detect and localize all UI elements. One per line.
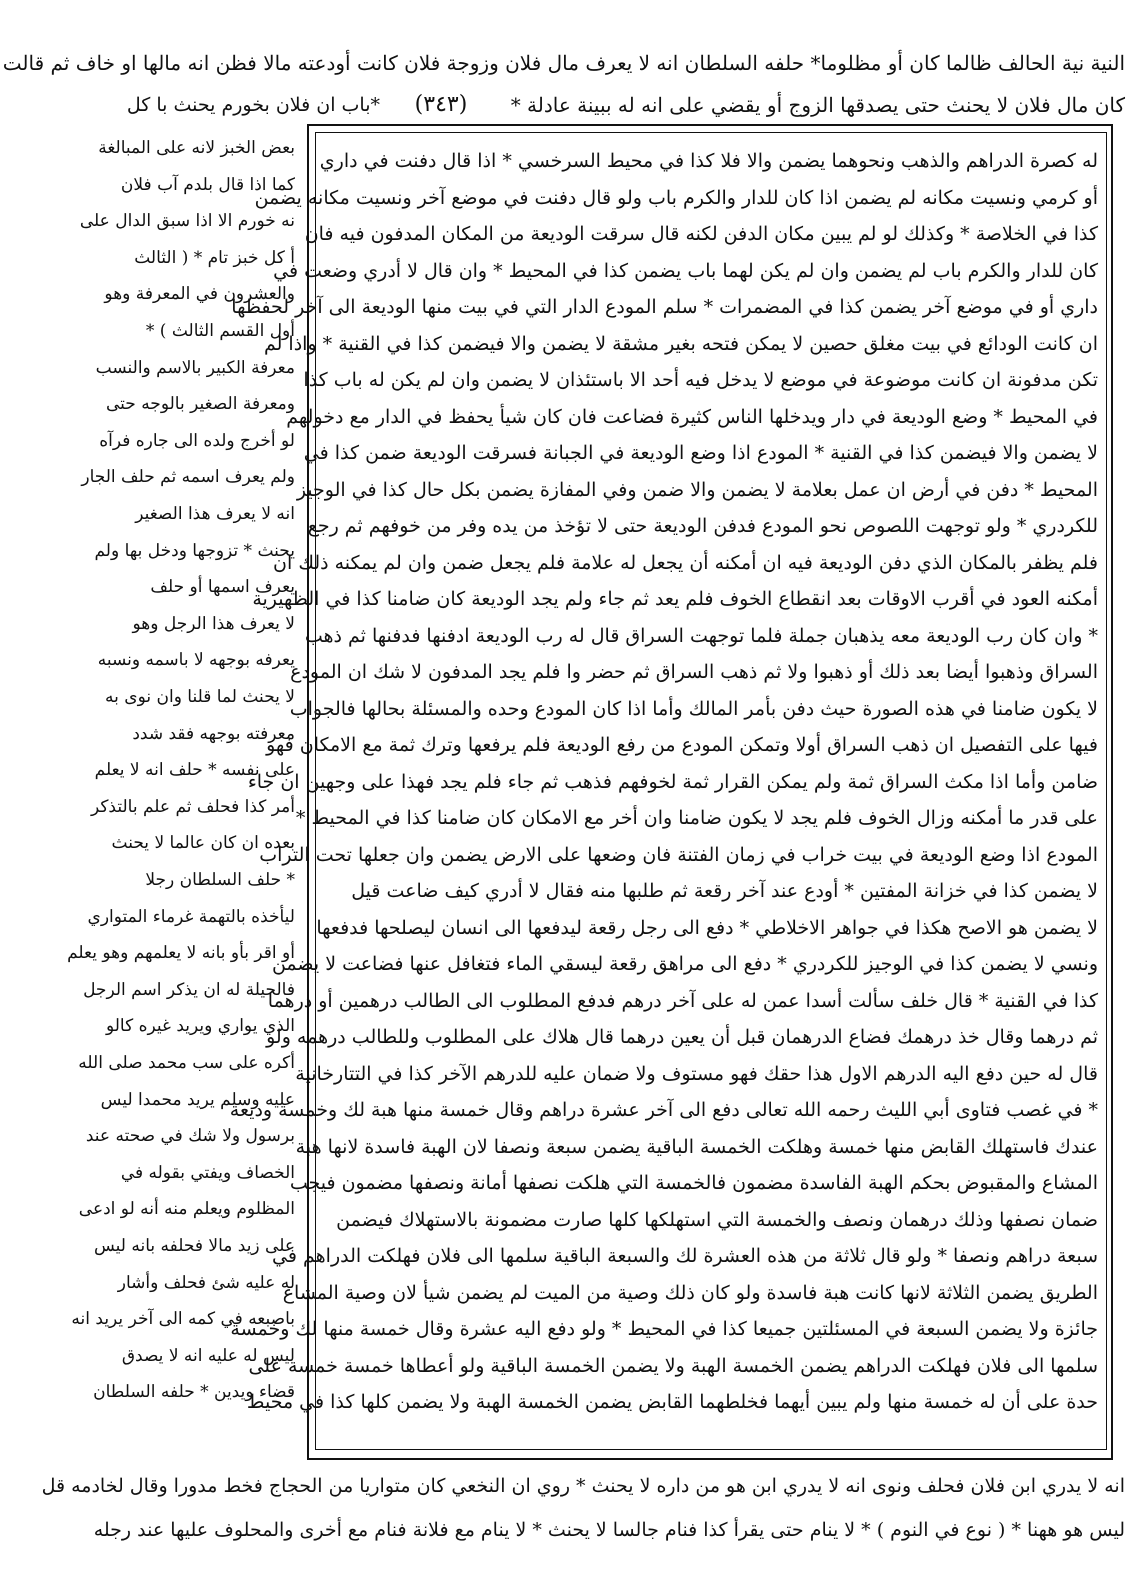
- margin-line: على نفسه * حلف انه لا يعلم: [94, 760, 295, 781]
- margin-line: المظلوم ويعلم منه أنه لو ادعى: [78, 1199, 295, 1220]
- main-text-line: داري أو في موضع آخر يضمن كذا في المضمرات * سلم المودع الدار التي في بيت منها الوديعة الى آخر لحفظها: [231, 296, 1098, 318]
- margin-line: أكره على سب محمد صلى الله: [78, 1053, 295, 1073]
- margin-line: انه لا يعرف هذا الصغير: [135, 504, 295, 524]
- main-text-line: ضامن وأما اذا مكث السراق ثمة ولم يمكن القرار ثمة لخوفهم فذهب ثم جاء فلم يجد فهذا على وجهين ان جاء: [247, 770, 1098, 793]
- margin-line: الخصاف ويفتي بقوله في: [120, 1162, 295, 1183]
- main-text-line: قال له حين دفع اليه الدرهم الاول هذا حقك فهو مستوف ولا ضمان عليه للدرهم الآخر كذا في التتارخانية: [295, 1062, 1098, 1085]
- main-text-line: لا يضمن هو الاصح هكذا في جواهر الاخلاطي * دفع الى رجل رقعة ليدفعها الى انسان ليصلحها فدفعها: [316, 916, 1098, 939]
- main-text-line: سبعة دراهم ونصفا * ولو قال ثلاثة من هذه العشرة لك والسبعة الباقية سلمها الى فلان فهلكت الدراهم في: [272, 1245, 1098, 1267]
- margin-line: يعرفه بوجهه لا باسمه ونسبه: [97, 650, 295, 671]
- margin-line: لا يعرف هذا الرجل وهو: [132, 613, 295, 634]
- main-text-line: * في غصب فتاوى أبي الليث رحمه الله تعالى دفع الى آخر عشرة دراهم وقال خمسة منها هبة لك وخمسة وديعة: [229, 1099, 1098, 1121]
- main-text-line: لا يضمن والا فيضمن كذا في القنية * المودع اذا وضع الوديعة في الجبانة فسرقت الوديعة ضمن كذا في: [303, 442, 1098, 464]
- margin-line: ومعرفة الصغير بالوجه حتى: [105, 394, 295, 415]
- main-text-line: جائزة ولا يضمن السبعة في المسئلتين جميعا كذا في المحيط * ولو دفع اليه عشرة وقال خمسة منها لك وخمسة: [230, 1318, 1098, 1340]
- margin-line: برسول ولا شك في صحته عند: [85, 1126, 295, 1147]
- main-text-line: لا يضمن كذا في خزانة المفتين * أودع عند آخر رقعة ثم طلبها منه فقال لا أدري كيف ضاعت قيل: [351, 880, 1098, 902]
- margin-line: معرفة الكبير بالاسم والنسب: [95, 357, 295, 378]
- margin-line: باصبعه في كمه الى آخر يريد انه: [71, 1309, 295, 1330]
- margin-line: عليه وسلم يريد محمدا ليس: [100, 1089, 295, 1110]
- main-text-line: سلمها الى فلان فهلكت الدراهم يضمن الخمسة الهبة ولا يضمن الخمسة الباقية ولو أعطاها خمسة خمسة على: [248, 1354, 1098, 1377]
- main-text-line: المحيط * دفن في أرض ان عمل بعلامة لا يضمن والا ضمن وفي المفازة يضمن بكل حال كذا في الوجيز: [296, 478, 1098, 501]
- margin-line: الذي يواري ويريد غيره كالو: [105, 1016, 295, 1037]
- margin-line: أول القسم الثالث ) *: [145, 321, 295, 341]
- margin-line: ولم يعرف اسمه ثم حلف الجار: [81, 467, 295, 488]
- margin-line: بعده ان كان عالما لا يحنث: [111, 833, 295, 854]
- main-text-line: السراق وذهبوا أيضا بعد ذلك أو ذهبوا ولا ثم ذهب السراق ثم حضر وا فلم يجد المدفون لا شك ان المودع: [290, 661, 1098, 683]
- header-line-2-margin: *باب ان فلان بخورم يحنث با كل: [126, 94, 380, 116]
- main-text-line: ونسي لا يضمن كذا في الوجيز للكردري * دفع الى مراهق رقعة ليسقي الماء فتغافل عنها فضاعت لا يضمن: [271, 953, 1098, 975]
- margin-line: أو اقر بأو بانه لا يعلمهم وهو يعلم: [67, 943, 295, 964]
- main-text-line: له كصرة الدراهم والذهب ونحوهما يضمن والا فلا كذا في محيط السرخسي * اذا قال دفنت في داري: [319, 150, 1098, 172]
- page-number: (٣٤٣): [414, 92, 468, 117]
- main-text-line: كذا في الخلاصة * وكذلك لو لم يبين مكان الدفن لكنه قال سرقت الوديعة من المكان المدفون فيه فان: [304, 223, 1098, 245]
- margin-line: على زيد مالا فحلفه بانه ليس: [94, 1236, 295, 1256]
- margin-line: نه خورم الا اذا سبق الدال على: [79, 211, 295, 232]
- main-text-line: فلم يظفر بالمكان الذي دفن الوديعة فيه ان أمكنه أن يجعل له علامة فلم يجعل ضمن وان لم يمكنه ذلك ان: [273, 551, 1098, 574]
- main-text-line: الطريق يضمن الثلاثة لانها كانت هبة فاسدة ولو كان ذلك وصية من الميت لم يضمن شيأ لان وصية المشاع: [282, 1281, 1098, 1304]
- main-text-line: على قدر ما أمكنه وزال الخوف فلم يجد لا يكون ضامنا وان أخر مع الامكان كان ضامنا كذا في المحيط *: [295, 807, 1098, 829]
- margin-line: لو أخرج ولده الى جاره فرآه: [99, 430, 295, 451]
- main-text-line: المودع اذا وضع الوديعة في بيت خراب في زمان الفتنة فان وضعها على الارض يضمن وان جعلها تحت التراب: [259, 843, 1098, 866]
- header-line-1: النية نية الحالف ظالما كان أو مظلوما* حلفه السلطان انه لا يعرف مال فلان وزوجة فلان كانت أودعته مالا فظن انه مالها او خاف ثم قالت: [2, 51, 1125, 75]
- main-text-line: ان كانت الودائع في بيت مغلق حصين لا يمكن فتحه بغير مشقة لا يضمن والا فيضمن كذا في القنية * واذا لم: [263, 332, 1098, 355]
- margin-line: ليس له عليه انه لا يصدق: [121, 1345, 295, 1366]
- header-line-2: كان مال فلان لا يحنث حتى يصدقها الزوج أو يقضي على انه له ببينة عادلة *: [510, 93, 1125, 117]
- main-text-line: أو كرمي ونسيت مكانه لم يضمن اذا كان للدار والكرم باب ولو قال دفنت في موضع آخر ونسيت مكانه يضمن: [254, 186, 1098, 209]
- main-text-line: حدة على أن له خمسة منها ولم يبين أيهما فخلطهما القابض يضمن الخمسة الهبة ولا يضمن كلها كذا في محيط: [246, 1391, 1098, 1413]
- margin-line: بعض الخبز لانه على المبالغة: [98, 138, 295, 158]
- bottom-text-line: انه لا يدري ابن فلان فحلف ونوى انه لا يدري ابن هو من داره لا يحنث * روي ان النخعي كان متواريا من الحجاج فخط مدورا وقال لخادمه قل: [41, 1475, 1125, 1497]
- margin-line: قضاء ويدين * حلفه السلطان: [93, 1382, 295, 1403]
- main-text-line: عندك فاستهلك القابض منها خمسة وهلكت الخمسة الباقية يضمن سبعة ونصفا لان الهبة فاسدة لانها هبة: [295, 1135, 1098, 1158]
- main-text-line: * وان كان رب الوديعة معه يذهبان جملة فلما توجهت السراق قال له رب الوديعة ادفنها فدفنها ثم ذهب: [304, 624, 1098, 647]
- margin-line: يعرف اسمها أو حلف: [150, 577, 295, 598]
- main-text-line: فيها على التفصيل ان ذهب السراق أولا وتمكن المودع من رفع الوديعة فلم يرفعها وترك ثمة مع الامكان فهو: [266, 734, 1098, 756]
- margin-line: لا يحنث لما قلنا وان نوى به: [105, 687, 295, 707]
- main-text-line: المشاع والمقبوض بحكم الهبة الفاسدة مضمون فالخمسة التي هلكت نصفها أمانة ونصفها مضمون فيجب: [289, 1172, 1098, 1194]
- margin-line: * حلف السلطان رجلا: [145, 870, 295, 890]
- main-text-line: أمكنه العود في أقرب الاوقات بعد انقطاع الخوف فلم يعد ثم جاء ولم يجد الوديعة كان ضامنا كذا في الظهيرية: [252, 588, 1098, 610]
- main-text-line: كذا في القنية * قال خلف سألت أسدا عمن له على آخر درهم فدفع المطلوب الى الطالب درهمين أو درهما: [267, 989, 1098, 1012]
- main-text-line: ضمان نصفها وذلك درهمان ونصف والخمسة التي استهلكها كلها صارت مضمونة بالاستهلاك فيضمن: [336, 1208, 1098, 1231]
- margin-line: ليأخذه بالتهمة غرماء المتواري: [87, 906, 295, 927]
- margin-line: له عليه شئ فحلف وأشار: [117, 1272, 295, 1293]
- main-text-line: كان للدار والكرم باب لم يضمن وان لم يكن لهما باب يضمن كذا في المحيط * وان قال لا أدري وضعت في: [273, 259, 1098, 282]
- margin-line: أمر كذا فحلف ثم علم بالتذكر: [90, 796, 295, 817]
- margin-line: والعشرون في المعرفة وهو: [104, 284, 295, 305]
- main-text-line: ثم درهما وقال خذ درهمك فضاع الدرهمان قبل أن يعين درهما قال هلاك على المطلوب وللطالب درهمه ولو: [266, 1026, 1098, 1048]
- margin-line: معرفته بوجهه فقد شدد: [132, 723, 295, 744]
- main-text-line: تكن مدفونة ان كانت موضوعة في موضع لا يدخل فيه أحد الا باستئذان لا يضمن وان لم يكن له باب كذا: [303, 369, 1098, 391]
- main-text-line: للكردري * ولو توجهت اللصوص نحو المودع فدفن الوديعة حتى لا تؤخذ من يده وفر من خوفهم ثم رجع: [307, 515, 1098, 537]
- main-text-line: في المحيط * وضع الوديعة في دار ويدخلها الناس كثيرة فضاعت فان كان شيأ يحفظ في الدار مع دخولهم: [286, 405, 1098, 428]
- bottom-text-line: ليس هو ههنا * ( نوع في النوم ) * لا ينام حتى يقرأ كذا فنام جالسا لا يحنث * لا ينام مع فلانة فنام مع أخرى والمحلوف عليها عند رجله: [93, 1519, 1125, 1541]
- margin-line: كما اذا قال بلدم آب فلان: [120, 174, 295, 195]
- margin-line: يحنث * تزوجها ودخل بها ولم: [94, 540, 295, 561]
- main-text-line: لا يكون ضامنا في هذه الصورة حيث دفن بأمر المالك وأما اذا كان المودع وحده والمسئلة بحالها فالجواب: [289, 697, 1098, 720]
- margin-line: فالحيلة له ان يذكر اسم الرجل: [83, 979, 295, 1000]
- margin-line: أ كل خبز تام * ( الثالث: [134, 247, 295, 268]
